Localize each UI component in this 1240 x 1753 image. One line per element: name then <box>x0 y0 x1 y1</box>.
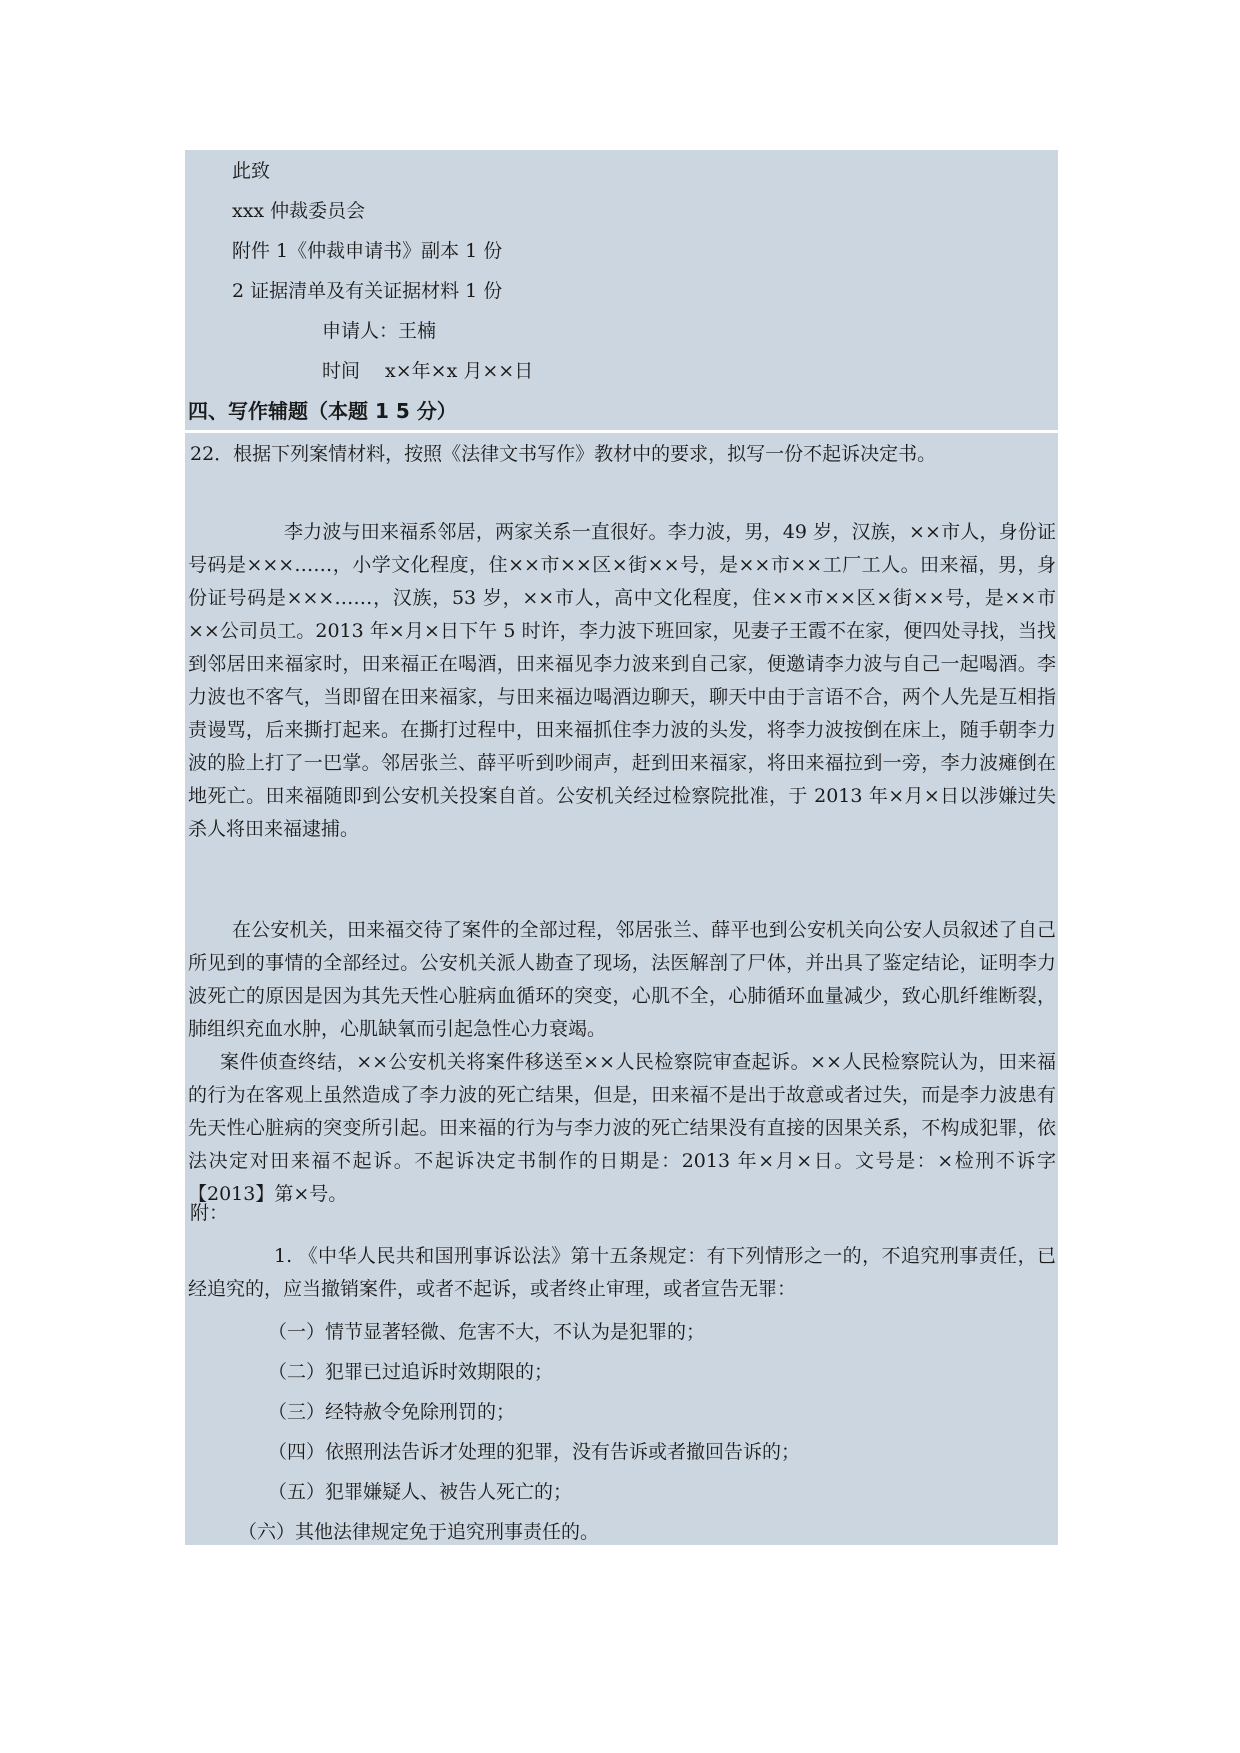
appendix-label: 附： <box>190 1202 229 1224</box>
attachment-2: 2 证据清单及有关证据材料 1 份 <box>232 280 503 302</box>
section-heading: 四、写作辅题（本题 1 5 分） <box>188 399 457 423</box>
case-paragraph-1: 李力波与田来福系邻居，两家关系一直很好。李力波，男，49 岁，汉族，××市人，身份证号码是×××……，小学文化程度，住××市××区×街××号，是××市××工厂工人。田来福，男，身份证号码是×××……，汉族，53 岁，××市人，高中文化程度，住××市××区×街××号，是××市××公司员工。2013 年×月×日下午 5 时许，李力波下班回家，见妻子王霞不在家，便四处寻找，当找到邻居田来福家时，田来福正在喝酒，田来福见李力波来到自己家，便邀请李力波与自己一起喝酒。李力波也不客气，当即留在田来福家，与田来福边喝酒边聊天，聊天中由于言语不合，两个人先是互相指责谩骂，后来撕打起来。在撕打过程中，田来福抓住李力波的头发，将李力波按倒在床上，随手朝李力波的脸上打了一巴掌。邻居张兰、薛平听到吵闹声，赶到田来福家，将田来福拉到一旁，李力波瘫倒在地死亡。田来福随即到公安机关投案自首。公安机关经过检察院批准，于 2013 年×月×日以涉嫌过失杀人将田来福逮捕。 <box>188 521 1056 840</box>
law-item-2: （二）犯罪已过追诉时效期限的； <box>268 1361 554 1383</box>
recipient: xxx 仲裁委员会 <box>232 200 366 222</box>
law-item-5: （五）犯罪嫌疑人、被告人死亡的； <box>268 1481 573 1503</box>
applicant: 申请人：王楠 <box>322 320 437 342</box>
attachment-1: 附件 1《仲裁申请书》副本 1 份 <box>232 240 503 262</box>
law-item-1: （一）情节显著轻微、危害不大，不认为是犯罪的； <box>268 1321 706 1343</box>
question-prompt: 22．根据下列案情材料，按照《法律文书写作》教材中的要求，拟写一份不起诉决定书。 <box>190 443 937 465</box>
case-paragraph-3: 案件侦查终结，××公安机关将案件移送至××人民检察院审查起诉。××人民检察院认为，田来福的行为在客观上虽然造成了李力波的死亡结果，但是，田来福不是出于故意或者过失，而是李力波患有先天性心脏病的突变所引起。田来福的行为与李力波的死亡结果没有直接的因果关系，不构成犯罪，依法决定对田来福不起诉。不起诉决定书制作的日期是：2013 年×月×日。文号是：×检刑不诉字【2013】第×号。 <box>188 1051 1056 1205</box>
case-paragraph-2: 在公安机关，田来福交待了案件的全部过程，邻居张兰、薛平也到公安机关向公安人员叙述了自己所见到的事情的全部经过。公安机关派人勘查了现场，法医解剖了尸体，并出具了鉴定结论，证明李力波死亡的原因是因为其先天性心脏病血循环的突变，心肌不全，心肺循环血量减少，致心肌纤维断裂，肺组织充血水肿，心肌缺氧而引起急性心力衰竭。 <box>188 919 1056 1040</box>
law-intro: 1. 《中华人民共和国刑事诉讼法》第十五条规定：有下列情形之一的，不追究刑事责任，已经追究的，应当撤销案件，或者不起诉，或者终止审理，或者宣告无罪： <box>188 1245 1056 1300</box>
date: 时间 x×年×x 月××日 <box>322 360 534 382</box>
law-item-3: （三）经特赦令免除刑罚的； <box>268 1401 516 1423</box>
salutation: 此致 <box>232 160 271 182</box>
law-item-4: （四）依照刑法告诉才处理的犯罪，没有告诉或者撤回告诉的； <box>268 1441 801 1463</box>
law-item-6: （六）其他法律规定免于追究刑事责任的。 <box>238 1521 600 1543</box>
